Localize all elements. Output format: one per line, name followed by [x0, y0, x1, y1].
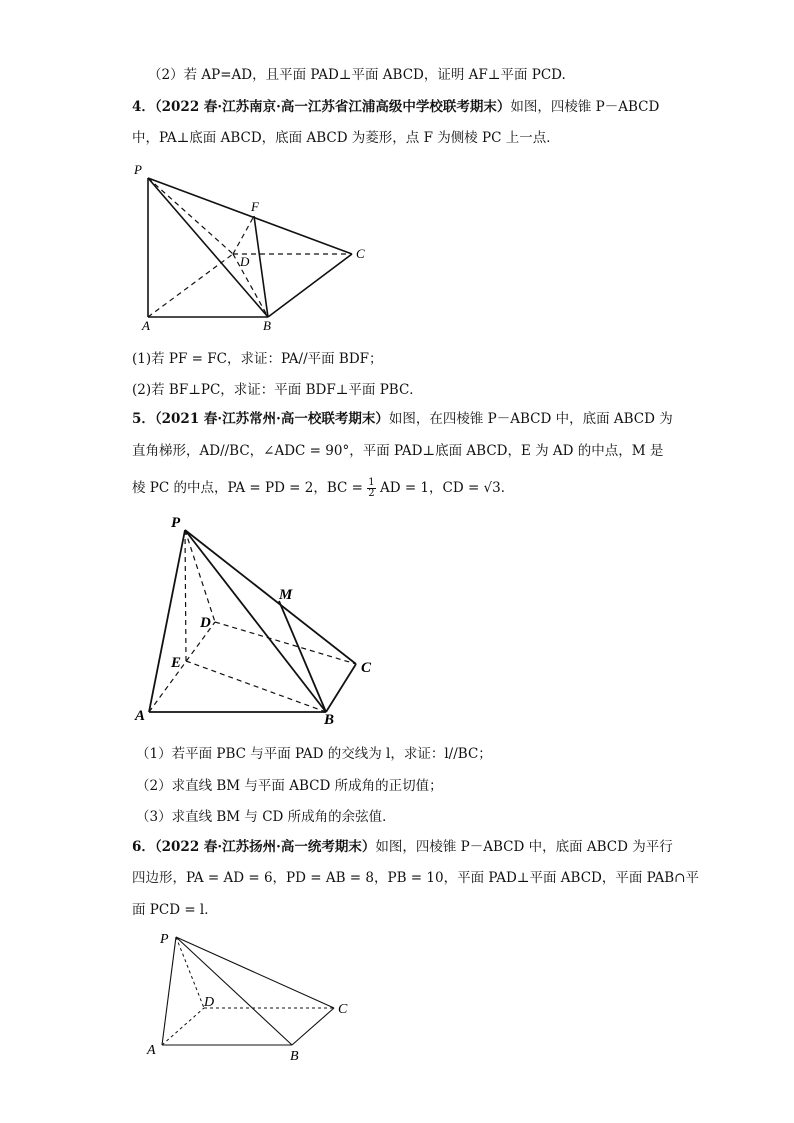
q6-statement-line2: 四边形，PA = AD = 6，PD = AB = 8，PB = 10，平面 PAD⊥平面 ABCD，平面 PAB∩平	[132, 870, 699, 886]
q6-label-A: A	[147, 1043, 156, 1058]
q6-line1-rest: 如图，四棱锥 P－ABCD 中，底面 ABCD 为平行	[375, 839, 673, 855]
q5-label-B: B	[324, 712, 335, 728]
q4-header: 4．（2022 春·江苏南京·高一江苏省江浦高级中学校联考期末）	[132, 99, 511, 115]
q5-line3-b: AD = 1，CD = √3．	[379, 480, 515, 496]
q3-part2: （2）若 AP=AD，且平面 PAD⊥平面 ABCD，证明 AF⊥平面 PCD.	[148, 67, 566, 83]
q5-statement-line2: 直角梯形，AD//BC，∠ADC = 90°，平面 PAD⊥底面 ABCD，E 为 AD 的中点，M 是	[132, 443, 664, 459]
q5-part3: （3）求直线 BM 与 CD 所成角的余弦值．	[136, 809, 396, 825]
q5-label-C: C	[361, 660, 372, 676]
q4-label-D: D	[240, 254, 250, 269]
q5-label-P: P	[171, 515, 181, 531]
q4-statement-line1	[132, 98, 659, 116]
q5-statement-line1	[132, 410, 673, 428]
q5-pyramid-figure	[130, 510, 380, 728]
q6-statement-line1	[132, 838, 673, 856]
q4-label-A: A	[142, 318, 150, 333]
q5-line1-rest: 如图，在四棱锥 P－ABCD 中，底面 ABCD 为	[388, 411, 673, 427]
q5-statement-line3	[132, 478, 514, 499]
q5-label-A: A	[135, 708, 146, 724]
q6-label-P: P	[160, 932, 169, 947]
q4-label-P: P	[134, 162, 142, 177]
q6-label-C: C	[338, 1002, 348, 1017]
q4-part1: (1)若 PF = FC，求证：PA//平面 BDF；	[132, 351, 383, 367]
q4-pyramid-figure	[130, 160, 380, 340]
q6-label-B: B	[290, 1049, 299, 1064]
q6-label-D: D	[204, 995, 215, 1010]
q5-label-D: D	[200, 615, 211, 631]
q6-header: 6．（2022 春·江苏扬州·高一统考期末）	[132, 839, 376, 855]
q4-line1-rest: 如图，四棱锥 P－ABCD	[510, 99, 660, 115]
q4-label-F: F	[251, 199, 259, 214]
q6-statement-line3: 面 PCD = l．	[132, 902, 218, 918]
q5-part1: （1）若平面 PBC 与平面 PAD 的交线为 l，求证：l//BC；	[136, 746, 492, 762]
q5-fraction	[367, 478, 375, 499]
q5-label-E: E	[171, 655, 182, 671]
q4-label-C: C	[356, 246, 365, 261]
q5-frac-num: 1	[368, 477, 375, 488]
q5-header: 5．（2021 春·江苏常州·高一校联考期末）	[132, 411, 389, 427]
q5-label-M: M	[279, 587, 293, 603]
q4-statement-line2: 中，PA⊥底面 ABCD，底面 ABCD 为菱形，点 F 为侧棱 PC 上一点．	[132, 130, 560, 146]
q5-frac-den: 2	[368, 488, 375, 499]
q5-line3-a: 棱 PC 的中点，PA = PD = 2，BC =	[132, 480, 363, 496]
q4-part2: (2)若 BF⊥PC，求证：平面 BDF⊥平面 PBC．	[132, 382, 423, 398]
q5-part2: （2）求直线 BM 与平面 ABCD 所成角的正切值；	[136, 778, 443, 794]
q4-label-B: B	[263, 318, 271, 333]
q6-pyramid-figure	[140, 925, 370, 1070]
